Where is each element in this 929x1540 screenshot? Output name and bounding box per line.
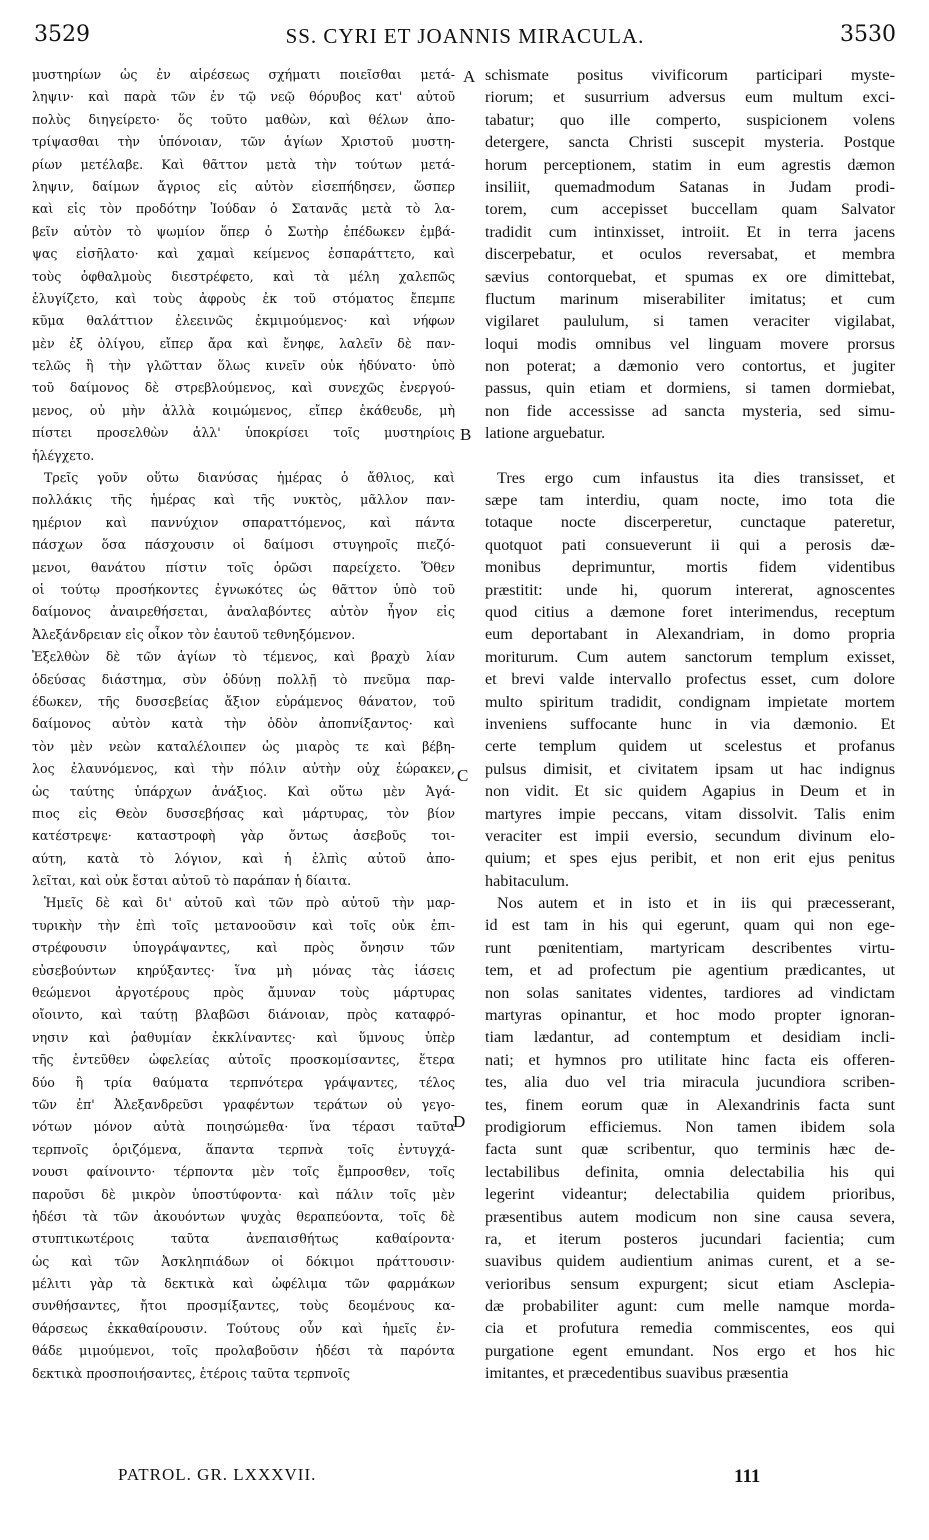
text-line: insiliit, quemadmodum Satanas in Judam prodi- xyxy=(485,177,895,196)
text-line: tradidit cum intinxisset, introiit. Et in terra jacens xyxy=(485,222,895,241)
text-line: Nos autem et in isto et in iis qui præcesserant, xyxy=(497,894,895,913)
text-line: dæ probabiliter agunt: cum melle namque mordа- xyxy=(485,1297,895,1316)
text-line: lectabilibus definita, omnia delectabilia his qui xyxy=(485,1162,895,1181)
text-line: μέλιτι γὰρ τὰ δεκτικὰ καὶ ὠφέλιμα τῶν φαρμάκων xyxy=(32,1276,455,1292)
text-line: στρέφουσιν ὑπογράψαντες, καὶ πρὸς ὄνησιν τῶν xyxy=(32,940,455,956)
text-line: Ἡμεῖς δὲ καὶ δι' αὐτοῦ καὶ τῶν πρὸ αὐτοῦ τὴν μαρ- xyxy=(44,895,455,911)
latin-column xyxy=(485,64,895,1385)
text-line: certe templum quidem ut scelestus et profanus xyxy=(485,737,895,756)
text-line: τὸν μὲν νεὼν καταλέλοιπεν ὡς μιαρὸς τε καὶ βέβη- xyxy=(32,738,455,754)
text-line: παροῦσι δὲ μικρὸν ὑποστύφοντα· καὶ πάλιν τοῖς μὲν xyxy=(32,1186,455,1202)
text-line: præsentibus autem modicum non sine causa severa, xyxy=(485,1207,895,1226)
text-line: τελῶς ἢ τὴν γλῶτταν ὅλως κινεῖν οὐκ ἠδύνατο· ὑπὸ xyxy=(32,358,455,374)
text-line: quotquot pati consueverunt ii qui a perosis dæ- xyxy=(485,535,895,554)
text-line: imitantes, et præcedentibus suavibus præsentia xyxy=(485,1364,789,1383)
paragraph-gap xyxy=(485,445,895,467)
text-line: inveniens suffocante hunc in via dæmonio. Et xyxy=(485,714,895,733)
text-line: μενοι, θανάτου πίστιν τοῖς ὁρῶσι παρείχετο. Ὅθεν xyxy=(32,559,455,575)
text-line: ὁδεύσας διάστημα, σὺν ὀδύνῃ πολλῇ τὸ πνεῦμα παρ- xyxy=(32,671,455,687)
text-line: κατέστρεψε· καταστροφὴ γὰρ ὄντως ἀσεβοῦς τοι- xyxy=(32,828,455,844)
text-line: δεκτικὰ προσποιήσαντες, ἑτέροις ταῦτα τερπνοῖς xyxy=(32,1365,351,1381)
text-line: μυστηρίων ὡς ἐν αἱρέσεως σχήματι ποιεῖσθαι μετά- xyxy=(32,67,455,82)
text-line: sævius contorquebat, et spumas ex ore dimittebat, xyxy=(485,267,895,286)
text-line: loqui modis omnibus vel linguam movere prorsus xyxy=(485,334,895,353)
text-line: οἴοιντο, καὶ ταύτῃ βλαβῶσι διάνοιαν, πρὸς καταφρό- xyxy=(32,1007,455,1023)
text-line: totaque nocte discerperetur, cunctaque pateretur, xyxy=(485,513,895,532)
text-line: ληψιν, δαίμων ἄγριος εἰς αὐτὸν εἰσεπήδησεν, ὥσπερ xyxy=(32,178,455,194)
text-line: δαίμονος αὐτὸν κατὰ τὴν ὁδὸν ἀποπνίξαντος· καὶ xyxy=(32,716,455,732)
section-marker-b: B xyxy=(460,425,472,444)
text-line: ρίων μετέλαβε. Καὶ θᾶττον μετὰ τὴν τούτων μετά- xyxy=(32,156,455,172)
text-line: detergere, sancta Christi suscepit mysteria. Postque xyxy=(485,133,895,152)
text-line: αύτη, κατὰ τὸ λόγιον, καὶ ἡ ἐλπὶς αὐτοῦ ἀπο- xyxy=(32,850,455,866)
text-line: ληψιν· καὶ παρὰ τῶν ἐν τῷ νεῷ θόρυβος κατ' αὐτοῦ xyxy=(32,89,455,105)
text-line: latione arguebatur. xyxy=(485,424,606,443)
text-line: non fide accessisse ad sancta mysteria, sed simu- xyxy=(485,401,895,420)
text-line: moriturum. Cum autem sanctorum templum exisset, xyxy=(485,647,895,666)
text-line: Ἀλεξάνδρειαν εἰς οἶκον τὸν ἑαυτοῦ τεθνηξόμενον. xyxy=(32,626,356,642)
text-line: θάρσεως ἐκκαθαίρουσιν. Τούτους οὖν καὶ ἡμεῖς ἐν- xyxy=(32,1320,455,1336)
text-line: præstitit: unde hi, quorum intererat, agnoscentes xyxy=(485,580,895,599)
text-line: runt pœnitentiam, martyricam describentes virtu- xyxy=(485,938,895,957)
section-marker-a: A xyxy=(463,67,476,86)
text-line: martyras opinantur, et hoc modo propter ignoran- xyxy=(485,1006,895,1025)
text-line: ὡς καὶ τῶν Ἀσκληπιάδων οἱ δόκιμοι πράττουσιν· xyxy=(32,1253,455,1269)
text-line: έδωκεν, τῆς δυσσεβείας ἄξιον εὑράμενος θάνατον, τοῦ xyxy=(32,693,455,709)
text-line: fluctum marinum miserabiliter imitatus; et cum xyxy=(485,289,895,308)
text-line: βεῖν αὐτὸν τὸ ψωμίον ὅπερ ὁ Σωτὴρ ἐπέδωκεν ἐμβά- xyxy=(32,223,455,239)
text-line: οἱ τούτῳ προσήκοντες ἐγνωκότες ὡς θᾶττον ὑπὸ τοῦ xyxy=(32,581,455,597)
page-header xyxy=(34,22,896,54)
text-line: passus, quin etiam et dormiens, si tamen dormiebat, xyxy=(485,379,895,398)
sheet-number: 111 xyxy=(734,1466,761,1487)
text-line: τοῦ δαίμονος δὲ στρεβλούμενος, καὶ συνεχῶς ἐνεργού- xyxy=(32,380,455,396)
text-line: λος ἐλαυνόμενος, καὶ τὴν πόλιν αὐτὴν οὐχ ἑώρακεν, xyxy=(32,761,455,777)
text-line: τῶν ἐπ' Ἀλεξανδρεῦσι γραφέντων τεράτων οὐ γεγο- xyxy=(32,1096,455,1112)
text-line: εὐσεβούντων κηρύξαντες· ἵνα μὴ μόνας τὰς ἰάσεις xyxy=(32,962,455,978)
text-line: quod citius a dæmone foret interimendus, receptum xyxy=(485,602,895,621)
text-line: monibus deprimuntur, mortis fidem videntibus xyxy=(485,558,895,577)
text-line: multo spiritum tradidit, condignam impietate mortem xyxy=(485,692,895,711)
text-line: eum deportabant in Alexandriam, in domo propria xyxy=(485,625,895,644)
text-line: habitaculum. xyxy=(485,871,570,890)
text-line: Tres ergo cum infaustus ita dies transisset, et xyxy=(497,468,895,487)
text-line: quium; et spes ejus peribit, et non erit ejus penitus xyxy=(485,849,895,868)
text-line: non poterat; a dæmonio vero contortus, et jugiter xyxy=(485,357,895,376)
text-line: ὡς ταύτης ὑπάρχων ἀνάξιος. Καὶ οὕτω μὲν Ἀγά- xyxy=(32,783,455,799)
text-line: στυπτικωτέροις ταῦτα ἀνεπαισθήτως καθαίροντα· xyxy=(32,1231,455,1247)
text-line: tabatur; quo ille comperto, suspicionem volens xyxy=(485,110,895,129)
text-line: veraciter est impii eversio, secundum divinum elo- xyxy=(485,826,895,845)
text-line: καὶ εἰς τὸν προδότην Ἰούδαν ὁ Σατανᾶς μετὰ τὸ λα- xyxy=(32,201,455,217)
text-line: nati; et hymnos pro utilitate hinc facta eis offeren- xyxy=(485,1050,895,1069)
running-title: SS. CYRI ET JOANNIS MIRACULA. xyxy=(285,24,645,48)
text-line: τρίψασθαι τὴν ὑπόνοιαν, τῶν ἁγίων Χριστοῦ μυστη- xyxy=(32,134,455,150)
text-line: riorum; et susurrium adversus eum multum exci- xyxy=(485,88,895,107)
text-line: τερπνοῖς ὁριζόμενα, ἅπαντα τερπνὰ τοῖς ἐντυγχά- xyxy=(32,1141,455,1157)
text-line: Ἐξελθὼν δὲ τῶν ἁγίων τὸ τέμενος, καὶ βραχὺ λίαν xyxy=(32,649,455,665)
text-line: prodigiorum efficiemus. Non tamen ibidem sola xyxy=(485,1117,895,1136)
text-line: non vidit. Et sic quidem Agapius in Deum et in xyxy=(485,782,895,801)
signature-mark: PATROL. GR. LXXXVII. xyxy=(118,1465,317,1484)
text-line: ἡδέσι τὰ τῶν ἀκουόντων ψυχὰς θεραπεύοντα, τοῖς δὲ xyxy=(32,1208,455,1224)
text-line: cia et profutura remedia commiscentes, eos qui xyxy=(485,1319,895,1338)
text-line: δύο ἢ τρία θαύματα τερπνότερα γράψαντες, τέλος xyxy=(32,1074,455,1090)
section-marker-d: D xyxy=(453,1112,466,1131)
text-line: id est tam in his qui egerunt, quam qui non ege- xyxy=(485,916,895,935)
text-line: τοὺς ὀφθαλμοὺς διεστρέφετο, καὶ τὰ μέλη χαλεπῶς xyxy=(32,268,455,284)
text-line: vigilaret paululum, si tamen veraciter vigilabat, xyxy=(485,312,895,331)
text-line: discerpebatur, et oculos reversabat, et membra xyxy=(485,245,895,264)
greek-column xyxy=(32,64,455,1385)
text-line: non solas sanitates videntes, tardiores ad vindictam xyxy=(485,983,895,1002)
text-line: μενος, οὐ μὴν ἀλλὰ κοιμώμενος, εἴπερ ἐκάθευδε, μὴ xyxy=(32,402,455,418)
text-line: θεώμενοι ἀργοτέρους πρὸς ἄμυναν τοὺς μάρτυρας xyxy=(32,985,455,1001)
text-line: τῆς ἐντεῦθεν ὠφελείας αὐτοῖς προσκομίσαντες, ἕτερα xyxy=(32,1052,455,1068)
text-line: martyres impie peccans, vitam dissolvit. Talis enim xyxy=(485,804,895,823)
text-line: συνθήσαντες, ἤτοι προσμίξαντες, τοὺς δεομένους κα- xyxy=(32,1298,455,1314)
text-line: torem, cum accepisset buccellam quam Salvator xyxy=(485,200,895,219)
text-line: ra, et iterum posteros jucundari facientia; cum xyxy=(485,1229,895,1248)
text-line: tiam lædantur, ad contemptum et desidiam incli- xyxy=(485,1028,895,1047)
text-line: πολὺς διηγείρετο· ὅς τοῦτο μαθὼν, καὶ θέλων ἀπο- xyxy=(32,111,455,127)
text-line: Τρεῖς γοῦν οὕτω διανύσας ἡμέρας ὁ ἄθλιος, καὶ xyxy=(44,470,455,486)
text-line: suavibus quidem audientium animas curent, et a se- xyxy=(485,1252,895,1271)
text-line: ψας εἰσῆλατο· καὶ χαμαὶ κείμενος ἐσπαράττετο, καὶ xyxy=(32,246,455,262)
text-line: πάσχων ὅσα πάσχουσιν οἱ δαίμοσι στυγηροῖς πιεζό- xyxy=(32,537,455,553)
page-number-right: 3530 xyxy=(840,22,896,47)
text-line: πολλάκις τῆς ἡμέρας καὶ τῆς νυκτὸς, μᾶλλον παν- xyxy=(32,492,455,508)
text-line: pulsus dimisit, et civitatem ipsam ut hac indignus xyxy=(485,759,895,778)
text-line: tes, finem eorum quæ in Alexandrinis facta sunt xyxy=(485,1095,895,1114)
page-number-left: 3529 xyxy=(34,22,90,47)
text-line: tem, et ad profectum pie agentium prædicantes, ut xyxy=(485,961,895,980)
text-line: purgatione egent emundant. Nos ergo et hos hic xyxy=(485,1341,895,1360)
text-line: ἠλέγχετο. xyxy=(32,447,95,463)
text-line: verioribus sensum expurgent; sicut etiam Asclepia- xyxy=(485,1274,895,1293)
text-line: schismate positus vivificorum participari myste- xyxy=(485,66,895,84)
text-line: τυρικὴν τὴν ἐπὶ τοῖς μετανοοῦσιν καὶ τοῖς οὐκ ἐπι- xyxy=(32,917,455,933)
text-line: horum perceptionem, statim in eum agrestis dæmon xyxy=(485,155,895,174)
text-line: νησιν καὶ ῥαθυμίαν ἐκκλίναντες· καὶ ὕμνους ὑπὲρ xyxy=(32,1029,455,1045)
text-line: δαίμονος ἀναιρεθήσεται, ἀναλαβόντες αὐτὸν ἦγον εἰς xyxy=(32,604,455,620)
section-marker-c: C xyxy=(457,766,469,785)
text-line: et brevi valde intervallo profectus esset, cum dolore xyxy=(485,670,895,689)
text-line: λεῖται, καὶ οὐκ ἔσται αὐτοῦ τὸ παράπαν ἡ δίαιτα. xyxy=(32,873,352,889)
text-line: κῦμα θαλάττιον ἐλεεινῶς ἐκμιμούμενος· καὶ νήφων xyxy=(32,313,455,329)
text-line: νουσι φαίνοιντο· τέρποντα μὲν τοῖς ἔμπροσθεν, τοῖς xyxy=(32,1164,455,1180)
text-line: tes, alia duo vel tria miracula jucundiora scriben- xyxy=(485,1073,895,1092)
text-line: facta sunt quæ scribentur, quo terminis hæc de- xyxy=(485,1140,895,1159)
text-line: νότων μόνον αὐτὰ ποιησώμεθα· ἵνα τέρασι ταῦτα xyxy=(32,1119,455,1135)
text-line: legerint videantur; delectabilia quidem prioribus, xyxy=(485,1185,895,1204)
text-line: θάδε μιμούμενοι, τοῖς προλαβοῦσιν ἡδέσι τὰ παρόντα xyxy=(32,1343,455,1359)
text-line: ημέριον καὶ παννύχιον σπαραττόμενος, καὶ πάντα xyxy=(32,514,455,530)
text-line: ἐλυγίζετο, καὶ τοὺς ἀφροὺς ἐκ τοῦ στόματος ἔπεμπε xyxy=(32,290,455,306)
text-line: πιος εἰς Θεὸν δυσσεβήσας καὶ μάρτυρας, τὸν βίον xyxy=(32,805,455,821)
text-line: μὲν ἐξ ὀλίγου, εἴπερ ἄρα καὶ ἔνηφε, λαλεῖν δὲ παν- xyxy=(32,335,455,351)
text-line: sæpe tam interdiu, quam nocte, imo tota die xyxy=(485,491,895,510)
text-line: πίστει προσελθὼν ἀλλ' ὑποκρίσει τοῖς μυστηρίοις xyxy=(32,425,455,441)
